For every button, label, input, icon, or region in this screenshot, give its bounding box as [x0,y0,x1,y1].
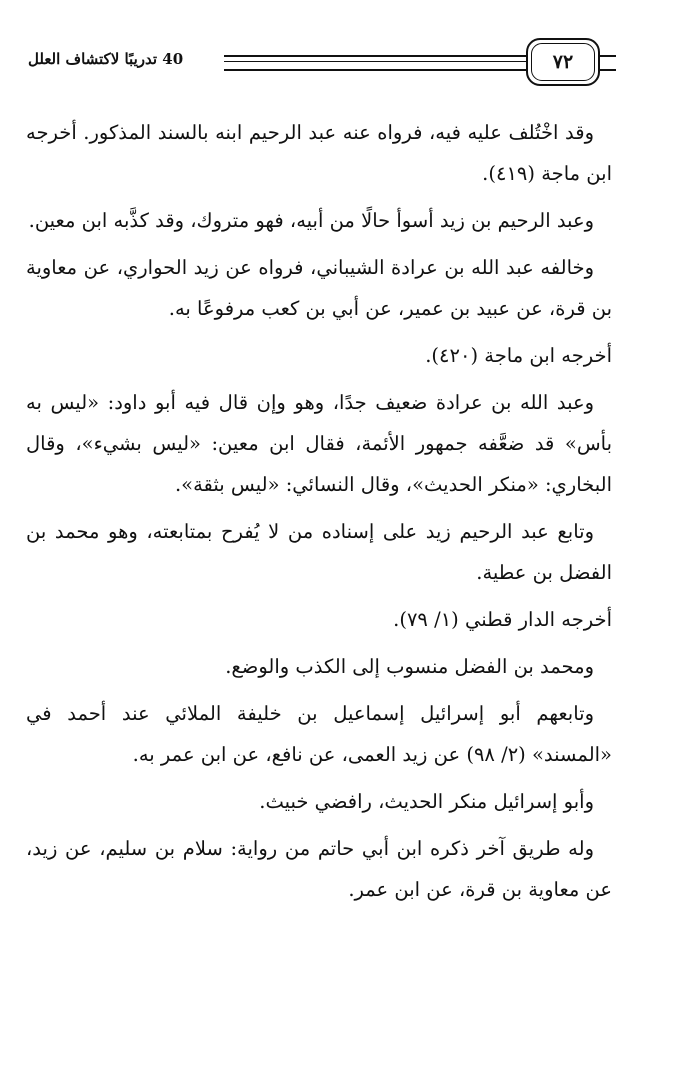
page-number-text: ٧٢ [552,51,574,73]
paragraph: وقد اخْتُلف عليه فيه، فرواه عنه عبد الرحيم ابنه بالسند المذكور. أخرجه ابن ماجة (٤١٩). [26,121,612,185]
paragraph: ومحمد بن الفضل منسوب إلى الكذب والوضع. [225,655,594,678]
page-body [26,112,612,910]
paragraph: أخرجه الدار قطني (١/ ٧٩). [393,608,612,631]
paragraph: وعبد الله بن عرادة ضعيف جدًا، وهو وإن قال فيه أبو داود: «ليس به بأس» قد ضعَّفه جمهور الأئمة، فقال ابن معين: «ليس بشيء»، وقال البخاري: «منكر الحديث»، وقال النسائي: «ليس بثقة». [26,391,612,496]
header-rule [224,55,528,71]
running-title: 40 تدريبًا لاكتشاف العلل [28,50,184,68]
paragraph: وعبد الرحيم بن زيد أسوأ حالًا من أبيه، فهو متروك، وقد كذَّبه ابن معين. [28,209,594,232]
paragraph: أخرجه ابن ماجة (٤٢٠). [425,344,612,367]
paragraph: وتابعهم أبو إسرائيل إسماعيل بن خليفة الملائي عند أحمد في «المسند» (٢/ ٩٨) عن زيد العمى، عن نافع، عن ابن عمر به. [26,702,612,766]
paragraph: وله طريق آخر ذكره ابن أبي حاتم من رواية: سلام بن سليم، عن زيد، عن معاوية بن قرة، عن ابن عمر. [26,837,612,901]
paragraph: وتابع عبد الرحيم زيد على إسناده من لا يُفرح بمتابعته، وهو محمد بن الفضل بن عطية. [26,520,612,584]
paragraph: وخالفه عبد الله بن عرادة الشيباني، فرواه عن زيد الحواري، عن معاوية بن قرة، عن عبيد بن عمير، عن أبي بن كعب مرفوعًا به. [26,256,612,320]
paragraph: وأبو إسرائيل منكر الحديث، رافضي خبيث. [259,790,594,813]
page-header [28,38,608,90]
header-rule-end [600,55,616,71]
page-number [526,38,600,86]
